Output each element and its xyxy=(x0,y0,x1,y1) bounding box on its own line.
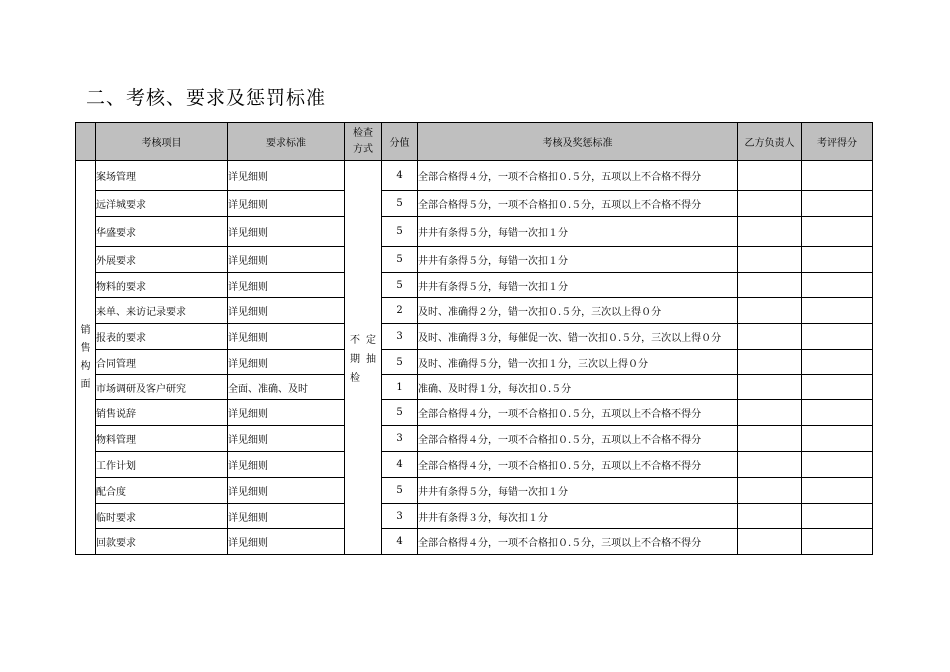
party-b-cell[interactable] xyxy=(738,478,802,504)
requirement-cell: 详见细则 xyxy=(228,273,345,298)
score-cell: 3 xyxy=(382,426,418,452)
rating-cell[interactable] xyxy=(802,478,873,504)
method-char: 抽 xyxy=(366,354,376,365)
rating-cell[interactable] xyxy=(802,217,873,247)
group-label-char: 销 xyxy=(80,324,91,336)
group-label-char: 面 xyxy=(80,378,91,390)
header-item: 考核项目 xyxy=(96,123,228,161)
method-cell xyxy=(345,161,382,555)
score-cell: 5 xyxy=(382,191,418,217)
party-b-cell[interactable] xyxy=(738,350,802,375)
party-b-cell[interactable] xyxy=(738,400,802,426)
item-cell: 外展要求 xyxy=(96,247,228,273)
header-row xyxy=(76,123,873,161)
rating-cell[interactable] xyxy=(802,426,873,452)
score-cell: 5 xyxy=(382,247,418,273)
party-b-cell[interactable] xyxy=(738,273,802,298)
rating-cell[interactable] xyxy=(802,400,873,426)
party-b-cell[interactable] xyxy=(738,247,802,273)
rating-cell[interactable] xyxy=(802,504,873,529)
header-rating: 考评得分 xyxy=(802,123,873,161)
item-cell: 市场调研及客户研究 xyxy=(96,375,228,400)
requirement-cell: 详见细则 xyxy=(228,324,345,350)
score-cell: 5 xyxy=(382,350,418,375)
item-cell: 工作计划 xyxy=(96,452,228,478)
requirement-cell: 详见细则 xyxy=(228,161,345,191)
standard-cell: 全部合格得４分，一项不合格扣０.５分，五项以上不合格不得分 xyxy=(418,400,738,426)
method-char: 不 xyxy=(350,335,360,346)
requirement-cell: 详见细则 xyxy=(228,191,345,217)
party-b-cell[interactable] xyxy=(738,298,802,324)
score-cell: 3 xyxy=(382,504,418,529)
rating-cell[interactable] xyxy=(802,161,873,191)
standard-cell: 井井有条得５分，每错一次扣１分 xyxy=(418,217,738,247)
standard-cell: 井井有条得５分，每错一次扣１分 xyxy=(418,478,738,504)
item-cell: 报表的要求 xyxy=(96,324,228,350)
party-b-cell[interactable] xyxy=(738,529,802,555)
header-standard: 考核及奖惩标准 xyxy=(418,123,738,161)
requirement-cell: 详见细则 xyxy=(228,504,345,529)
standard-cell: 全部合格得５分，一项不合格扣０.５分，五项以上不合格不得分 xyxy=(418,191,738,217)
party-b-cell[interactable] xyxy=(738,452,802,478)
header-party-b: 乙方负责人 xyxy=(738,123,802,161)
item-cell: 回款要求 xyxy=(96,529,228,555)
requirement-cell: 详见细则 xyxy=(228,247,345,273)
item-cell: 合同管理 xyxy=(96,350,228,375)
party-b-cell[interactable] xyxy=(738,324,802,350)
header-method-line1: 检查 xyxy=(353,127,373,139)
requirement-cell: 详见细则 xyxy=(228,400,345,426)
standard-cell: 井井有条得５分，每错一次扣１分 xyxy=(418,247,738,273)
group-label-char: 售 xyxy=(80,342,91,354)
group-label-cell xyxy=(76,161,96,555)
standard-cell: 井井有条得５分，每错一次扣１分 xyxy=(418,273,738,298)
score-cell: 5 xyxy=(382,478,418,504)
table-row xyxy=(76,400,873,426)
score-cell: 4 xyxy=(382,161,418,191)
rating-cell[interactable] xyxy=(802,375,873,400)
table-row xyxy=(76,375,873,400)
table-row xyxy=(76,273,873,298)
table-row xyxy=(76,324,873,350)
item-cell: 销售说辞 xyxy=(96,400,228,426)
score-cell: 5 xyxy=(382,217,418,247)
method-char: 检 xyxy=(350,373,360,384)
table-row xyxy=(76,478,873,504)
rating-cell[interactable] xyxy=(802,350,873,375)
requirement-cell: 详见细则 xyxy=(228,452,345,478)
standard-cell: 全部合格得４分，一项不合格扣０.５分，三项以上不合格不得分 xyxy=(418,529,738,555)
requirement-cell: 全面、准确、及时 xyxy=(228,375,345,400)
score-cell: 2 xyxy=(382,298,418,324)
header-method xyxy=(345,123,382,161)
header-requirement: 要求标准 xyxy=(228,123,345,161)
standard-cell: 及时、准确得３分，每催促一次、错一次扣０.５分，三次以上得０分 xyxy=(418,324,738,350)
item-cell: 案场管理 xyxy=(96,161,228,191)
table-row xyxy=(76,504,873,529)
party-b-cell[interactable] xyxy=(738,161,802,191)
method-char: 定 xyxy=(366,335,376,346)
rating-cell[interactable] xyxy=(802,529,873,555)
assessment-table xyxy=(75,122,873,555)
item-cell: 来单、来访记录要求 xyxy=(96,298,228,324)
table-row xyxy=(76,350,873,375)
party-b-cell[interactable] xyxy=(738,426,802,452)
score-cell: 5 xyxy=(382,400,418,426)
table-row xyxy=(76,452,873,478)
table-row xyxy=(76,217,873,247)
item-cell: 远洋城要求 xyxy=(96,191,228,217)
item-cell: 临时要求 xyxy=(96,504,228,529)
party-b-cell[interactable] xyxy=(738,191,802,217)
score-cell: 4 xyxy=(382,452,418,478)
rating-cell[interactable] xyxy=(802,324,873,350)
rating-cell[interactable] xyxy=(802,191,873,217)
item-cell: 配合度 xyxy=(96,478,228,504)
table-row xyxy=(76,247,873,273)
rating-cell[interactable] xyxy=(802,247,873,273)
requirement-cell: 详见细则 xyxy=(228,298,345,324)
requirement-cell: 详见细则 xyxy=(228,529,345,555)
requirement-cell: 详见细则 xyxy=(228,478,345,504)
requirement-cell: 详见细则 xyxy=(228,217,345,247)
rating-cell[interactable] xyxy=(802,452,873,478)
score-cell: 4 xyxy=(382,529,418,555)
standard-cell: 全部合格得４分，一项不合格扣０.５分，五项以上不合格不得分 xyxy=(418,161,738,191)
method-char: 期 xyxy=(350,354,360,365)
score-cell: 3 xyxy=(382,324,418,350)
table-row xyxy=(76,298,873,324)
standard-cell: 及时、准确得５分，错一次扣１分，三次以上得０分 xyxy=(418,350,738,375)
item-cell: 华盛要求 xyxy=(96,217,228,247)
section-title: 二、考核、要求及惩罚标准 xyxy=(86,87,327,109)
item-cell: 物料管理 xyxy=(96,426,228,452)
header-group xyxy=(76,123,96,161)
table-row xyxy=(76,529,873,555)
standard-cell: 及时、准确得２分，错一次扣０.５分，三次以上得０分 xyxy=(418,298,738,324)
table-row xyxy=(76,426,873,452)
item-cell: 物料的要求 xyxy=(96,273,228,298)
group-label-char: 构 xyxy=(80,360,91,372)
standard-cell: 全部合格得４分，一项不合格扣０.５分，五项以上不合格不得分 xyxy=(418,426,738,452)
standard-cell: 井井有条得３分，每次扣１分 xyxy=(418,504,738,529)
rating-cell[interactable] xyxy=(802,273,873,298)
header-score: 分值 xyxy=(382,123,418,161)
standard-cell: 准确、及时得１分，每次扣０.５分 xyxy=(418,375,738,400)
standard-cell: 全部合格得４分，一项不合格扣０.５分，五项以上不合格不得分 xyxy=(418,452,738,478)
score-cell: 1 xyxy=(382,375,418,400)
party-b-cell[interactable] xyxy=(738,375,802,400)
requirement-cell: 详见细则 xyxy=(228,426,345,452)
rating-cell[interactable] xyxy=(802,298,873,324)
party-b-cell[interactable] xyxy=(738,217,802,247)
score-cell: 5 xyxy=(382,273,418,298)
requirement-cell: 详见细则 xyxy=(228,350,345,375)
table-row xyxy=(76,161,873,191)
party-b-cell[interactable] xyxy=(738,504,802,529)
header-method-line2: 方式 xyxy=(353,143,373,155)
table-row xyxy=(76,191,873,217)
